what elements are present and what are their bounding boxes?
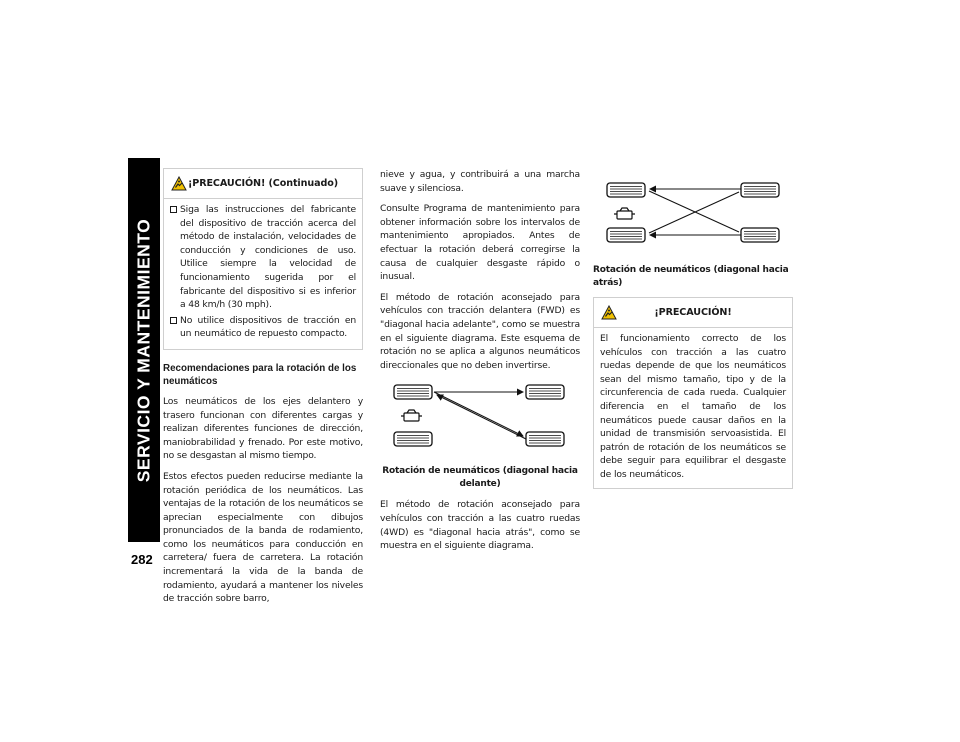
tire-front-right	[741, 183, 779, 197]
paragraph: El método de rotación aconsejado para vehículos con tracción delantera (FWD) es "diagonal hacia adelante", como se muestra en el siguiente diagrama. Este esquema de rotación no se aplica a algunos neumáticos direccionales que no deben invertirse.	[380, 291, 580, 371]
steering-wheel-icon	[614, 208, 635, 219]
checkbox-bullet-icon	[170, 317, 177, 324]
caution-title: ¡PRECAUCIÓN! (Continuado)	[187, 178, 339, 189]
caution-text: El funcionamiento correcto de los vehículos con tracción a las cuatro ruedas depende de que los neumáticos sean del mismo tamaño, tipo y de la circunferencia de cada rueda. Cualquier diferencia en el tamaño de los neumáticos puede causar daños en la unidad de transmisión servoasistida. El patrón de rotación de los neumáticos se debe seguir para equilibrar el desgaste de los neumáticos.	[600, 333, 786, 480]
warning-icon	[601, 305, 617, 320]
steering-wheel-icon	[401, 410, 422, 421]
column-left	[163, 168, 363, 613]
section-heading: Recomendaciones para la rotación de los neumáticos	[163, 362, 357, 387]
paragraph: Los neumáticos de los ejes delantero y trasero funcionan con diferentes cargas y realizan diferentes funciones de dirección, maniobrabilidad y frenado. Por este motivo, no se desgastan al mismo tiempo.	[163, 395, 363, 462]
tire-rotation-diagram-forward	[380, 379, 580, 459]
tire-rear-left	[607, 228, 645, 242]
figure-caption: Rotación de neumáticos (diagonal hacia atrás)	[593, 265, 789, 288]
caution-title: ¡PRECAUCIÓN!	[654, 307, 732, 318]
caution-box-continued	[163, 168, 363, 350]
paragraph: nieve y agua, y contribuirá a una marcha suave y silenciosa.	[380, 169, 580, 194]
tire-front-left	[394, 385, 432, 399]
tire-rear-right	[741, 228, 779, 242]
tire-rotation-diagram-rearward	[593, 174, 793, 258]
caution-header	[594, 298, 792, 328]
tire-rear-right	[526, 432, 564, 446]
column-middle	[380, 168, 580, 560]
caution-list-item: No utilice dispositivos de tracción en un neumático de repuesto compacto.	[170, 314, 356, 341]
tire-rear-left	[394, 432, 432, 446]
paragraph: Consulte Programa de mantenimiento para obtener información sobre los intervalos de mantenimiento apropiados. Antes de efectuar la rotación deberá corregirse la causa de cualquier desgaste rápido o inusual.	[380, 203, 580, 283]
caution-header	[164, 169, 362, 199]
paragraph: Estos efectos pueden reducirse mediante la rotación periódica de los neumáticos. Las ventajas de la rotación de los neumáticos se aprecian especialmente con dibujos pronunciados de la banda de rodamiento, como los neumáticos para conducción en carretera/ fuera de carretera. La rotación incrementará la vida de la banda de rodamiento, ayudará a mantener los niveles de tracción sobre barro,	[163, 470, 363, 605]
warning-icon	[171, 176, 187, 191]
caution-box	[593, 297, 793, 489]
figure-caption: Rotación de neumáticos (diagonal hacia delante)	[382, 466, 578, 489]
tire-front-right	[526, 385, 564, 399]
checkbox-bullet-icon	[170, 206, 177, 213]
paragraph: El método de rotación aconsejado para vehículos con tracción a las cuatro ruedas (4WD) es "diagonal hacia atrás", como se muestra en el siguiente diagrama.	[380, 499, 580, 552]
caution-list-item: Siga las instrucciones del fabricante del dispositivo de tracción acerca del método de instalación, velocidades de conducción y condiciones de uso. Utilice siempre la velocidad de funcionamiento sugerida por el fabricante del dispositivo si es inferior a 48 km/h (30 mph).	[170, 203, 356, 312]
section-tab	[128, 158, 160, 542]
section-tab-label: SERVICIO Y MANTENIMIENTO	[133, 218, 154, 482]
tire-front-left	[607, 183, 645, 197]
page-number: 282	[131, 552, 153, 567]
column-right	[593, 168, 793, 489]
